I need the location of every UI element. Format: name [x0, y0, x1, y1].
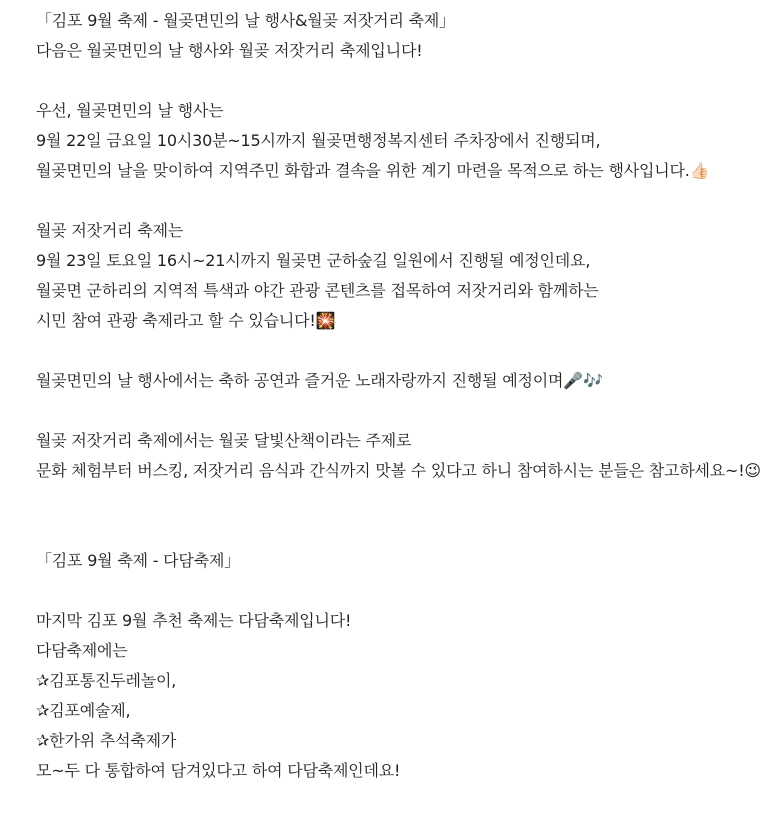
list-item: ✰한가위 추석축제가 [36, 731, 177, 750]
spacer [36, 396, 780, 426]
paragraph-event1-line1: 9월 22일 금요일 10시30분~15시까지 월곶면행정복지센터 주차장에서 진행되며, [36, 131, 601, 150]
paragraph-dadam-list-intro: 다담축제에는 [36, 641, 128, 660]
section-heading-dadam: 「김포 9월 축제 - 다담축제」 [36, 551, 241, 570]
spacer [36, 66, 780, 96]
list-item: ✰김포통진두레놀이, [36, 671, 177, 690]
paragraph-event1-detail: 월곶면민의 날 행사에서는 축하 공연과 즐거운 노래자랑까지 진행될 예정이며🎤🎶 [36, 371, 603, 390]
paragraph-event2-title: 월곶 저잣거리 축제는 [36, 221, 184, 240]
paragraph-intro: 다음은 월곶면민의 날 행사와 월곶 저잣거리 축제입니다! [36, 41, 423, 60]
spacer [36, 186, 780, 216]
spacer [36, 576, 780, 606]
paragraph-event1-line2: 월곶면민의 날을 맞이하여 지역주민 화합과 결속을 위한 계기 마련을 목적으로 하는 행사입니다.👍🏻 [36, 161, 710, 180]
section-heading-wolgot: 「김포 9월 축제 - 월곶면민의 날 행사&월곶 저잣거리 축제」 [36, 11, 455, 30]
blog-post-body [36, 6, 780, 786]
paragraph-dadam-closing: 모~두 다 통합하여 담겨있다고 하여 다담축제인데요! [36, 761, 401, 780]
paragraph-event2-line3: 시민 참여 관광 축제라고 할 수 있습니다!🎇 [36, 311, 336, 330]
paragraph-event2-detail2: 문화 체험부터 버스킹, 저잣거리 음식과 간식까지 맛볼 수 있다고 하니 참여하시는 분들은 참고하세요~!😉 [36, 461, 761, 480]
paragraph-event1-title: 우선, 월곶면민의 날 행사는 [36, 101, 224, 120]
paragraph-event2-line1: 9월 23일 토요일 16시~21시까지 월곶면 군하숲길 일원에서 진행될 예정인데요, [36, 251, 591, 270]
paragraph-event2-line2: 월곶면 군하리의 지역적 특색과 야간 관광 콘텐츠를 접목하여 저잣거리와 함께하는 [36, 281, 599, 300]
spacer [36, 486, 780, 546]
paragraph-event2-detail1: 월곶 저잣거리 축제에서는 월곶 달빛산책이라는 주제로 [36, 431, 412, 450]
spacer [36, 336, 780, 366]
paragraph-dadam-intro: 마지막 김포 9월 추천 축제는 다담축제입니다! [36, 611, 352, 630]
list-item: ✰김포예술제, [36, 701, 131, 720]
